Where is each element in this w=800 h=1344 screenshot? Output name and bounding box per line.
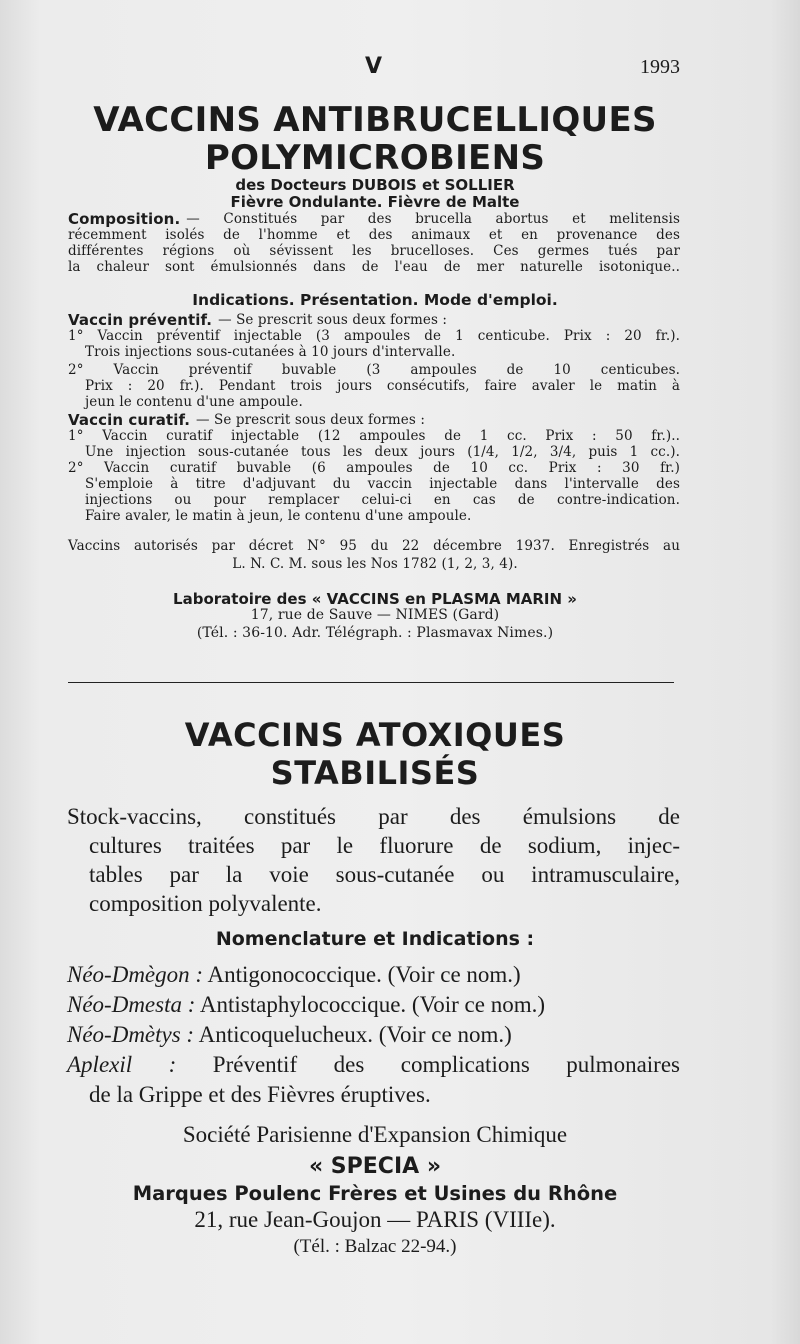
ad2-company: Société Parisienne d'Expansion Chimique bbox=[182, 1122, 568, 1147]
item-name: Aplexil : bbox=[67, 1052, 177, 1077]
ad1-lab-address: 17, rue de Sauve — NIMES (Gard) bbox=[250, 607, 500, 623]
ad1-indications-heading: Indications. Présentation. Mode d'emploi. bbox=[192, 291, 558, 309]
ad1-lab-name: Laboratoire des « VACCINS en PLASMA MARIN » bbox=[173, 590, 577, 608]
description-line-1: Stock-vaccins, constitués par des émulsions de bbox=[67, 804, 680, 829]
composition-line-1: — Constitués par des brucella abortus et melitensis bbox=[186, 211, 680, 227]
ad1-preventif bbox=[68, 312, 680, 410]
preventif-intro: — Se prescrit sous deux formes : bbox=[218, 312, 448, 328]
ad1-title-line1: VACCINS ANTIBRUCELLIQUES bbox=[93, 100, 657, 140]
list-item bbox=[67, 960, 680, 990]
composition-line-3: différentes régions où sévissent les brucelloses. Ces germes tués par bbox=[68, 243, 680, 259]
ad2-brand: « SPECIA » bbox=[308, 1154, 442, 1179]
item-desc: Antistaphylococcique. (Voir ce nom.) bbox=[199, 992, 545, 1017]
ad1-authorisation-2: L. N. C. M. sous les Nos 1782 (1, 2, 3, 4). bbox=[232, 556, 518, 572]
curatif-item-1b: Une injection sous-cutanée tous les deux jours (1/4, 1/2, 3/4, puis 1 cc.). bbox=[85, 444, 680, 460]
ad1-lab-contact: (Tél. : 36-10. Adr. Télégraph. : Plasmavax Nimes.) bbox=[196, 625, 554, 641]
curatif-item-1: 1° Vaccin curatif injectable (12 ampoules de 1 cc. Prix : 50 fr.).. bbox=[68, 428, 680, 444]
item-desc: Antigonococcique. (Voir ce nom.) bbox=[207, 962, 521, 987]
item-desc: Préventif des complications pulmonaires bbox=[212, 1052, 680, 1077]
composition-label: Composition. bbox=[68, 210, 181, 228]
curatif-item-2c: injections ou pour remplacer celui-ci en cas de contre-indication. bbox=[85, 492, 680, 508]
curatif-label: Vaccin curatif. bbox=[68, 411, 191, 429]
curatif-item-2: 2° Vaccin curatif buvable (6 ampoules de 10 cc. Prix : 30 fr.) bbox=[68, 460, 680, 476]
ad2-title-line1: VACCINS ATOXIQUES bbox=[184, 716, 566, 754]
page-number: 1993 bbox=[640, 56, 680, 78]
list-item bbox=[67, 1020, 680, 1050]
composition-line-2: récemment isolés de l'homme et des animaux et en provenance des bbox=[68, 227, 680, 243]
ad1-subtitle: Fièvre Ondulante. Fièvre de Malte bbox=[230, 193, 520, 211]
item-name: Néo-Dmesta : bbox=[67, 992, 196, 1017]
preventif-label: Vaccin préventif. bbox=[68, 311, 213, 329]
preventif-item-2: 2° Vaccin préventif buvable (3 ampoules de 10 centicubes. bbox=[68, 362, 680, 378]
preventif-item-1b: Trois injections sous-cutanées à 10 jours d'intervalle. bbox=[85, 344, 456, 360]
ad1-title-line2: POLYMICROBIENS bbox=[204, 138, 546, 178]
preventif-item-2b: Prix : 20 fr.). Pendant trois jours consécutifs, faire avaler le matin à bbox=[85, 378, 680, 394]
composition-line-4: la chaleur sont émulsionnés dans de l'eau de mer naturelle isotonique.. bbox=[68, 259, 680, 275]
ad2-address: 21, rue Jean-Goujon — PARIS (VIIIe). bbox=[194, 1207, 556, 1232]
curatif-intro: — Se prescrit sous deux formes : bbox=[196, 412, 425, 428]
preventif-item-2c: jeun le contenu d'une ampoule. bbox=[85, 394, 303, 410]
item-name: Néo-Dmègon : bbox=[67, 962, 204, 987]
ad1-authors: des Docteurs DUBOIS et SOLLIER bbox=[235, 176, 515, 194]
item-desc-continued: de la Grippe et des Fièvres éruptives. bbox=[89, 1082, 431, 1107]
description-line-4: composition polyvalente. bbox=[89, 891, 322, 916]
ad1-composition bbox=[68, 211, 680, 275]
description-line-3: tables par la voie sous-cutanée ou intramusculaire, bbox=[89, 862, 680, 887]
list-item bbox=[67, 1050, 680, 1080]
item-desc: Anticoquelucheux. (Voir ce nom.) bbox=[198, 1022, 512, 1047]
ad2-item-list bbox=[67, 960, 680, 1110]
ad2-nomenclature-heading: Nomenclature et Indications : bbox=[215, 928, 535, 950]
ad1-curatif bbox=[68, 412, 680, 524]
ad2-title-line2: STABILISÉS bbox=[270, 754, 480, 792]
ad2-phone: (Tél. : Balzac 22-94.) bbox=[293, 1236, 457, 1257]
section-letter: V bbox=[365, 54, 383, 79]
ad2-description bbox=[67, 802, 680, 918]
item-name: Néo-Dmètys : bbox=[67, 1022, 195, 1047]
curatif-item-2b: S'emploie à titre d'adjuvant du vaccin injectable dans l'intervalle des bbox=[85, 476, 680, 492]
section-divider bbox=[68, 682, 674, 683]
ad1-authorisation-1: Vaccins autorisés par décret N° 95 du 22 décembre 1937. Enregistrés au bbox=[68, 538, 680, 554]
description-line-2: cultures traitées par le fluorure de sodium, injec- bbox=[89, 833, 680, 858]
preventif-item-1: 1° Vaccin préventif injectable (3 ampoules de 1 centicube. Prix : 20 fr.). bbox=[68, 328, 680, 344]
curatif-item-2d: Faire avaler, le matin à jeun, le contenu d'une ampoule. bbox=[85, 508, 472, 524]
list-item bbox=[67, 990, 680, 1020]
ad2-marques: Marques Poulenc Frères et Usines du Rhône bbox=[132, 1182, 618, 1205]
